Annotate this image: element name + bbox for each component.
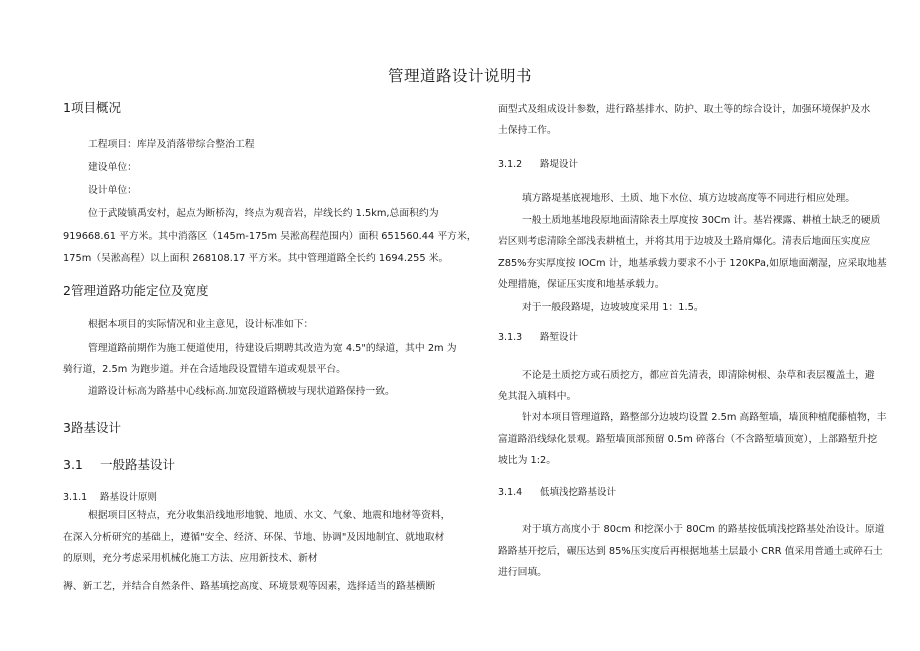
- section-3-1-1-title: 路基设计原则: [100, 492, 158, 503]
- location-line-1: 位于武陵镇禹安村，起点为断桥沟，终点为观音岩，岸线长约 1.5km,总面积约为: [88, 208, 439, 219]
- section-3-1-2-para-2-line-4: 处理措施，保证压实度和地基承载力。: [498, 279, 665, 290]
- section-3-1-1-line-3: 的原则，充分考虑采用机械化施工方法、应用新技术、新材: [63, 553, 318, 564]
- continued-line-1: 面型式及组成设计参数，进行路基排水、防护、取土等的综合设计，加强环境保护及水: [498, 104, 871, 115]
- section-3-1-2-para-2-line-1: 一般土质地基地段原地面清除表土厚度按 30Cm 计。基岩裸露、耕植土缺乏的硬质: [522, 215, 881, 226]
- section-2-para-2-line-1: 管理道路前期作为施工便道使用，待建设后期聘其改造为宽 4.5"的绿道，其中 2m 为: [88, 343, 457, 354]
- section-3-1-4-para-1-line-1: 对于填方高度小于 80cm 和挖深小于 80Cm 的路基按低填浅挖路基处治设计。原道: [522, 524, 885, 535]
- section-2-heading: 2管理道路功能定位及宽度: [63, 283, 209, 298]
- section-3-1-4-title: 低填浅挖路基设计: [540, 487, 617, 498]
- section-3-1-3-title: 路堑设计: [540, 332, 579, 343]
- section-3-1-3-para-1-line-1: 不论是土质挖方或石质挖方，都应首先清表，即清除树根、杂草和表层覆盖土，避: [522, 370, 875, 381]
- section-3-1-1-line-1: 根据项目区特点，充分收集沿线地形地貌、地质、水文、气象、地震和地材等资料，: [88, 510, 451, 521]
- section-3-1-1-heading: [63, 489, 157, 503]
- section-2-para-2-line-2: 骑行道，2.5m 为跑步道。并在合适地段设置错车道或观景平台。: [63, 364, 346, 375]
- section-2-para-3: 道路设计标高为路基中心线标高.加宽段道路横坡与现状道路保持一致。: [88, 386, 395, 397]
- section-3-1-4-heading: [498, 484, 616, 498]
- section-3-1-2-title: 路堤设计: [540, 159, 579, 170]
- section-3-1-2-para-2-line-3: Z85%夯实厚度按 IOCm 计，地基承载力要求不小于 120KPa,如原地面潮湿，应采取地基: [498, 258, 887, 269]
- section-3-1-number: 3.1: [63, 457, 83, 472]
- location-line-2: 919668.61 平方米。其中消落区（145m-175m 吴淞高程范围内）面积 651560.44 平方米，: [63, 231, 477, 242]
- project-name: 工程项目：库岸及消落带综合整治工程: [88, 139, 255, 150]
- section-3-1-1-line-2: 在深入分析研究的基础上，遵循"安全、经济、环保、节地、协调"及因地制宜、就地取材: [63, 532, 445, 543]
- section-1-heading: 1项目概况: [63, 100, 121, 115]
- section-3-1-3-para-2-line-2: 富道路沿线绿化景观。路堑墙顶部预留 0.5m 碎落台（不含路堑墙顶宽），上部路堑升挖: [498, 434, 878, 445]
- section-3-1-3-para-1-line-2: 免其混入填料中。: [498, 391, 577, 402]
- section-3-1-4-number: 3.1.4: [498, 487, 523, 498]
- section-3-1-3-heading: [498, 329, 578, 343]
- right-column: [460, 0, 920, 651]
- section-3-1-2-para-1: 填方路堤基底视地形、土质、地下水位、填方边坡高度等不同进行相应处理。: [522, 193, 856, 204]
- location-line-3: 175m（吴淞高程）以上面积 268108.17 平方米。其中管理道路全长约 1694.255 米。: [63, 253, 449, 264]
- section-3-1-1-line-4: 褥、新工艺，并结合自然条件、路基填挖高度、环境景观等因素，选择适当的路基横断: [63, 581, 436, 592]
- section-3-1-2-para-2-line-2: 岩区则考虑清除全部浅表耕植土，并将其用于边坡及土路肩爆化。清表后地面压实度应: [498, 236, 871, 247]
- section-3-1-3-para-2-line-3: 坡比为 1:2。: [498, 455, 557, 466]
- section-3-1-heading: [63, 455, 175, 473]
- section-3-1-4-para-1-line-2: 路路基开挖后，碾压达到 85%压实度后再根据地基土层最小 CRR 值采用普通土或碎石土: [498, 546, 883, 557]
- document-title: 管理道路设计说明书: [387, 67, 532, 85]
- section-3-1-title: 一般路基设计: [100, 457, 176, 472]
- designer-label: 设计单位：: [88, 185, 137, 196]
- section-3-1-2-para-3: 对于一般段路堤，边坡坡度采用 1：1.5。: [522, 302, 704, 313]
- section-3-1-3-number: 3.1.3: [498, 332, 523, 343]
- continued-line-2: 土保持工作。: [498, 125, 557, 136]
- section-3-1-2-number: 3.1.2: [498, 159, 523, 170]
- section-3-heading: 3路基设计: [63, 420, 121, 435]
- section-3-1-1-number: 3.1.1: [63, 492, 88, 503]
- builder-label: 建设单位：: [88, 162, 137, 173]
- section-3-1-4-para-1-line-3: 进行回填。: [498, 567, 547, 578]
- section-3-1-3-para-2-line-1: 针对本项目管理道路，路整部分边坡均设置 2.5m 高路堑墙，墙顶种植爬藤植物，丰: [522, 412, 887, 423]
- section-3-1-2-heading: [498, 156, 578, 170]
- section-2-para-1: 根据本项目的实际情况和业主意见，设计标准如下：: [88, 319, 314, 330]
